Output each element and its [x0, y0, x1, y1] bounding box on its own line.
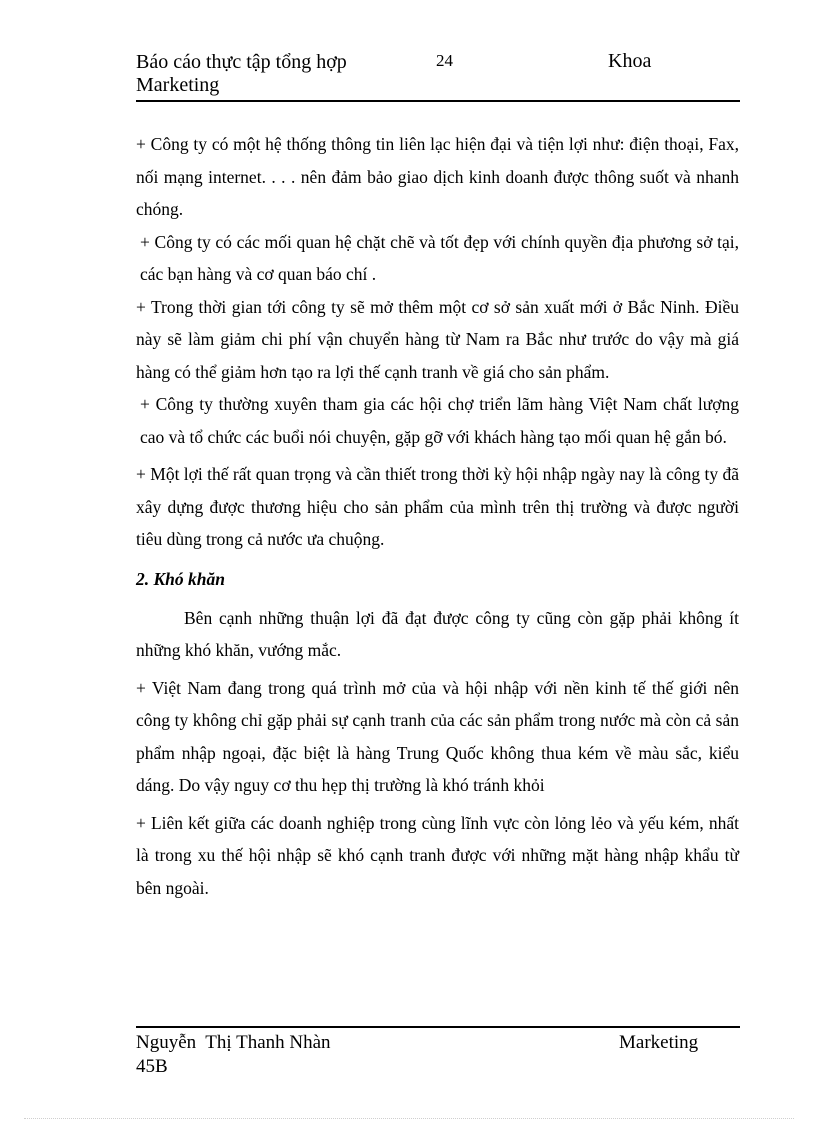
paragraph-new-facility: + Trong thời gian tới công ty sẽ mở thêm một cơ sở sản xuất mới ở Bắc Ninh. Điều này sẽ làm giảm chi phí vận chuyển hàng từ Nam ra Bắc như trước do vậy mà giá hàng có thể giảm hơn tạo ra lợi thế cạnh tranh về giá cho sản phẩm. — [136, 296, 739, 382]
footer-author-line2: 45B — [136, 1056, 168, 1077]
page-header — [136, 48, 740, 102]
header-department: Khoa — [608, 50, 652, 72]
paragraph-brand: + Một lợi thế rất quan trọng và cần thiết trong thời kỳ hội nhập ngày nay là công ty đã xây dựng được thương hiệu cho sản phẩm của mình trên thị trường và được người tiêu dùng trong cả nước ưa chuộng. — [136, 464, 739, 549]
header-title-line1: Báo cáo thực tập tổng hợp — [136, 51, 347, 73]
page-edge-divider — [24, 1118, 794, 1119]
section-heading: 2. Khó khăn — [136, 568, 225, 589]
footer-author-line1: Nguyễn Thị Thanh Nhàn — [136, 1032, 331, 1053]
paragraph-fairs: + Công ty thường xuyên tham gia các hội chợ triển lãm hàng Việt Nam chất lượng cao và tổ chức các buổi nói chuyện, gặp gỡ với khách hàng tạo mối quan hệ gắn bó. — [140, 394, 739, 447]
document-body — [136, 128, 739, 904]
footer-department: Marketing — [619, 1032, 699, 1053]
paragraph-communication: + Công ty có một hệ thống thông tin liên lạc hiện đại và tiện lợi như: điện thoại, Fax, nối mạng internet. . . . nên đảm bảo giao dịch kinh doanh được thông suốt và nhanh chóng. — [136, 134, 739, 219]
paragraph-relations: + Công ty có các mối quan hệ chặt chẽ và tốt đẹp với chính quyền địa phương sở tại, các bạn hàng và cơ quan báo chí . — [140, 231, 739, 284]
paragraph-weak-links: + Liên kết giữa các doanh nghiệp trong cùng lĩnh vực còn lỏng lẻo và yếu kém, nhất là trong xu thế hội nhập sẽ khó cạnh tranh được với những mặt hàng nhập khẩu từ bên ngoài. — [136, 812, 739, 898]
page-number: 24 — [436, 51, 453, 70]
header-title-line2: Marketing — [136, 74, 220, 96]
paragraph-competition: + Việt Nam đang trong quá trình mở của và hội nhập với nền kinh tế thế giới nên công ty không chỉ gặp phải sự cạnh tranh của các sản phẩm trong nước mà còn cả sản phẩm nhập ngoại, đặc biệt là hàng Trung Quốc không thua kém về màu sắc, kiểu dáng. Do vậy nguy cơ thu hẹp thị trường là khó tránh khỏi — [136, 677, 739, 795]
page-footer — [136, 1026, 740, 1077]
paragraph-difficulties-intro: Bên cạnh những thuận lợi đã đạt được công ty cũng còn gặp phải không ít những khó khăn, vướng mắc. — [136, 607, 739, 660]
